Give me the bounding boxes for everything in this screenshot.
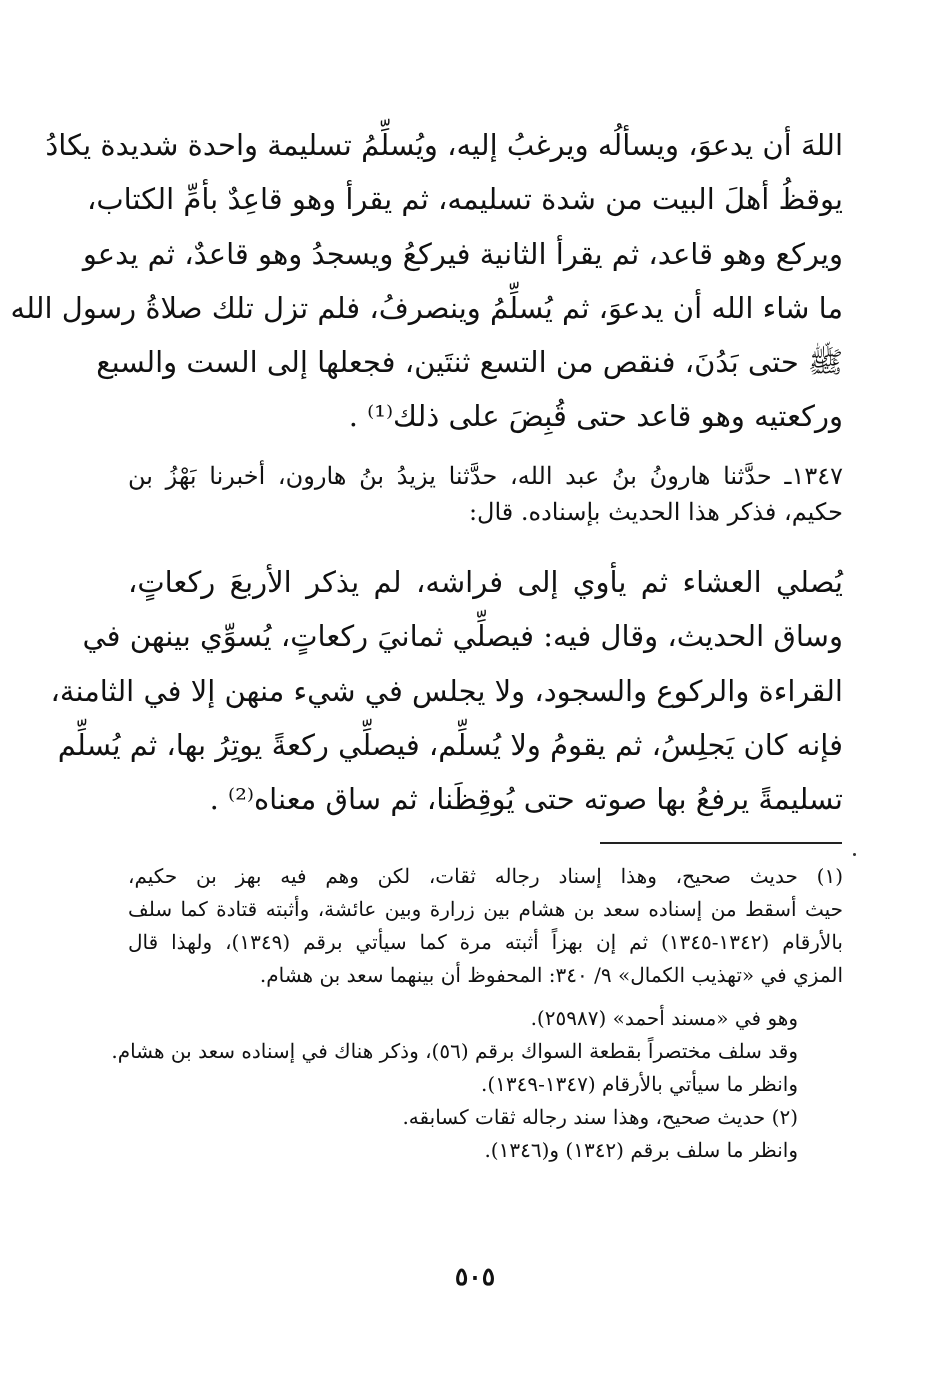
footnote-line: بالأرقام (١٣٤٢-١٣٤٥) ثم إن بهزاً أثبته مرة كما سيأتي برقم (١٣٤٩)، ولهذا قال — [128, 930, 844, 954]
footnote-line: وانظر ما سيأتي بالأرقام (١٣٤٧-١٣٤٩). — [480, 1072, 798, 1096]
text-line: اللهَ أن يدعوَ، ويسألُه ويرغبُ إليه، ويُسلِّمُ تسليمة واحدة شديدة يكادُ — [45, 128, 843, 162]
text-line: تسليمةً يرفعُ بها صوته حتى يُوقِظَنا، ثم ساق معناه⁽²⁾ . — [209, 782, 843, 817]
footnote-separator — [600, 842, 842, 844]
footnotes — [111, 860, 844, 1167]
footnote-line: وانظر ما سلف برقم (١٣٤٢) و(١٣٤٦). — [484, 1138, 798, 1162]
text-line: فإنه كان يَجلِسُ، ثم يقومُ ولا يُسلِّم، فيصلِّي ركعةً يوتِرُ بها، ثم يُسلِّم — [57, 727, 843, 762]
footnote-line: حيث أسقط من إسناده سعد بن هشام بين زرارة وبين عائشة، وأثبته قتادة كما سلف — [128, 897, 843, 921]
text-line: يوقظُ أهلَ البيت من شدة تسليمه، ثم يقرأ وهو قاعِدٌ بأمِّ الكتاب، — [86, 182, 843, 217]
hadith-text-paragraph-2 — [50, 555, 843, 826]
footnote-line: المزي في «تهذيب الكمال» ٩/ ٣٤٠: المحفوظ أن بينهما سعد بن هشام. — [259, 963, 843, 987]
text-line: يُصلي العشاء ثم يأوي إلى فراشه، لم يذكر الأربعَ ركعاتٍ، — [128, 565, 843, 599]
hadith-chain-1347 — [128, 458, 843, 530]
page-number: ٥٠٥ — [454, 1262, 496, 1291]
chain-line: حكيم، فذكر هذا الحديث بإسناده. قال: — [468, 498, 843, 526]
text-line: وركعتيه وهو قاعد حتى قُبِضَ على ذلك⁽¹⁾ . — [348, 399, 843, 434]
footnote-line: وقد سلف مختصراً بقطعة السواك برقم (٥٦)، وذكر هناك في إسناده سعد بن هشام. — [111, 1039, 798, 1063]
text-line: وساق الحديث، وقال فيه: فيصلِّي ثمانيَ ركعاتٍ، يُسوِّي بينهن في — [82, 619, 843, 654]
text-line: ما شاء الله أن يدعوَ، ثم يُسلِّمُ وينصرفُ، فلم تزل تلك صلاةُ رسول الله — [10, 290, 843, 325]
print-speck — [853, 853, 856, 856]
hadith-text-paragraph-1 — [10, 118, 843, 444]
text-line: ﷺ حتى بَدُنَ، فنقص من التسع ثنتَين، فجعلها إلى الست والسبع — [96, 345, 843, 380]
footnote-line: (٢) حديث صحيح، وهذا سند رجاله ثقات كسابقه. — [402, 1105, 798, 1129]
chain-line: ١٣٤٧ـ حدَّثنا هارونُ بنُ عبد الله، حدَّثنا يزيدُ بنُ هارون، أخبرنا بَهْزُ بن — [128, 462, 843, 490]
footnote-line: وهو في «مسند أحمد» (٢٥٩٨٧). — [530, 1006, 798, 1030]
footnote-line: (١) حديث صحيح، وهذا إسناد رجاله ثقات، لكن وهم فيه بهز بن حكيم، — [128, 864, 843, 888]
text-line: ويركع وهو قاعد، ثم يقرأ الثانية فيركعُ ويسجدُ وهو قاعدٌ، ثم يدعو — [82, 236, 843, 271]
text-line: القراءة والركوع والسجود، ولا يجلس في شيء منهن إلا في الثامنة، — [50, 673, 843, 708]
